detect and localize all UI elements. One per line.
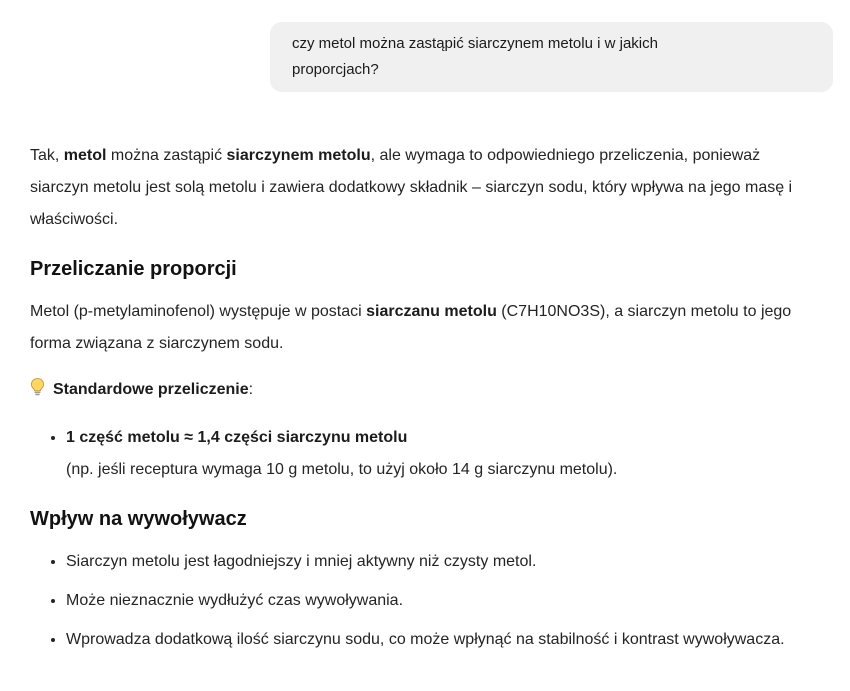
user-message-line: proporcjach? xyxy=(292,61,379,78)
user-message-bubble xyxy=(270,22,833,92)
user-message-line: czy metol można zastąpić siarczynem metolu i w jakich xyxy=(292,35,658,52)
proportions-list xyxy=(30,422,822,486)
assistant-response xyxy=(0,92,850,656)
lightbulb-icon xyxy=(30,376,45,408)
proportions-paragraph: Metol (p-metylaminofenol) występuje w postaci siarczanu metolu (C7H10NO3S), a siarczyn metolu to jego forma związana z siarczynem sodu. xyxy=(30,303,792,352)
tip-suffix: : xyxy=(248,381,254,398)
intro-paragraph: Tak, metol można zastąpić siarczynem metolu, ale wymaga to odpowiedniego przeliczenia, ponieważ siarczyn metolu jest solą metolu i zawiera dodatkowy składnik – siarczyn sodu, który wpływa na jego masę i właściwości. xyxy=(30,147,793,228)
list-item: • 1 część metolu ≈ 1,4 części siarczynu metolu (np. jeśli receptura wymaga 10 g metolu, to użyj około 14 g siarczynu metolu). xyxy=(66,422,822,486)
developer-list xyxy=(30,546,822,656)
section-heading-developer: Wpływ na wywoływacz xyxy=(30,508,247,530)
tip-label: Standardowe przeliczenie xyxy=(53,381,249,398)
section-heading-proportions: Przeliczanie proporcji xyxy=(30,258,237,280)
tip-line xyxy=(30,374,822,408)
list-item: • Siarczyn metolu jest łagodniejszy i mniej aktywny niż czysty metol. xyxy=(66,546,822,578)
user-message-row xyxy=(0,0,850,92)
list-item: • Może nieznacznie wydłużyć czas wywoływania. xyxy=(66,585,822,617)
list-item: • Wprowadza dodatkową ilość siarczynu sodu, co może wpłynąć na stabilność i kontrast wywoływacza. xyxy=(66,624,822,656)
